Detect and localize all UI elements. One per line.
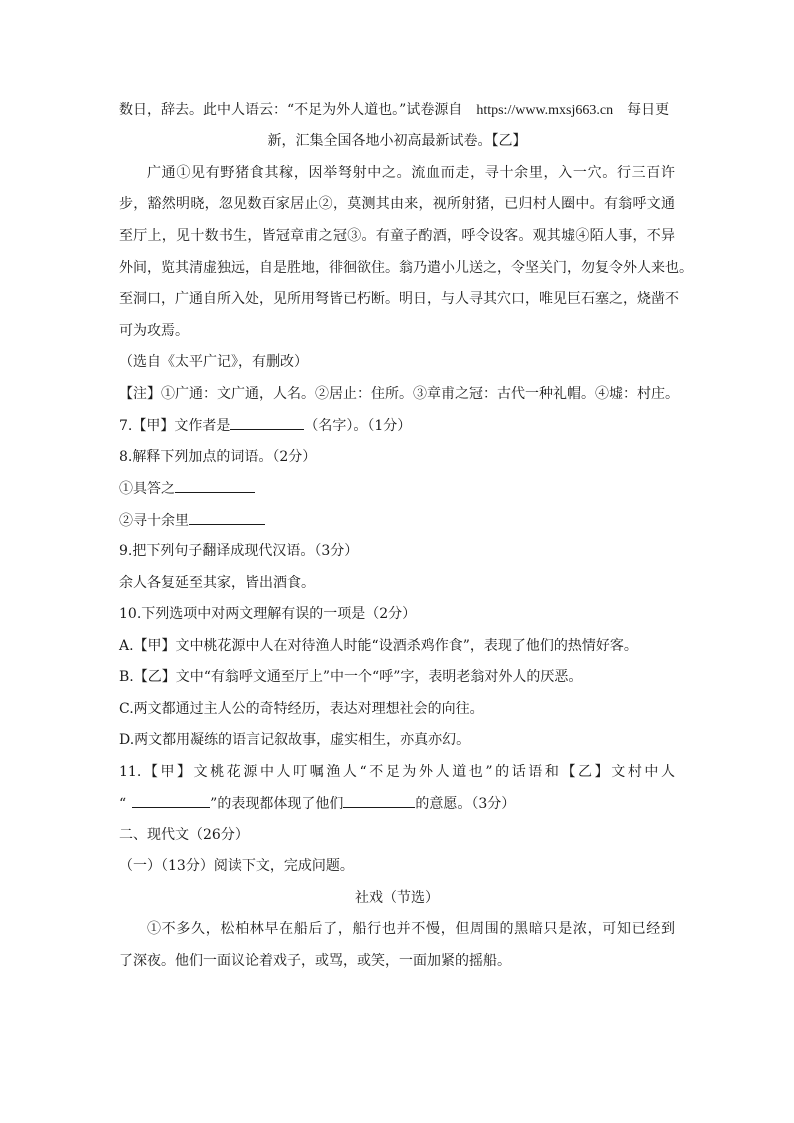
passage-para-1-line-1: ①不多久，松柏林早在船后了，船行也并不慢，但周围的黑暗只是浓，可知已经到: [147, 921, 675, 937]
answer-blank-11-1[interactable]: [132, 793, 210, 808]
question-10-option-a: A.【甲】文中桃花源中人在对待渔人时能“设酒杀鸡作食”，表现了他们的热情好客。: [119, 638, 638, 654]
question-8-item-1: [119, 478, 255, 499]
question-7: [119, 415, 411, 436]
question-10-option-c: C.两文都通过主人公的奇特经历，表达对理想社会的向往。: [119, 701, 484, 717]
part-heading: （一）（13分）阅读下文，完成问题。: [119, 858, 354, 874]
annotation-note: 【注】①广通：文广通，人名。②居止：住所。③章甫之冠：古代一种礼帽。④墟：村庄。: [119, 386, 679, 402]
passage-yi-line-3: 至厅上，见十数书生，皆冠章甫之冠③。有童子酌酒，呼令设客。观其墟④陌人事，不异: [119, 228, 675, 244]
passage-yi-line-1: 广通①见有野猪食其稼，因举弩射中之。流血而走，寻十余里，入一穴。行三百许: [147, 165, 675, 181]
question-11-score: 的意愿。（3分）: [415, 796, 516, 812]
question-8-item-1-text: ①具答之: [119, 481, 175, 497]
header-line-1: [119, 100, 675, 121]
question-9: 9.把下列句子翻译成现代汉语。（3分）: [119, 543, 359, 559]
question-10-option-b: B.【乙】文中“有翁呼文通至厅上”中一个“呼”字，表明老翁对外人的厌恶。: [119, 669, 583, 685]
answer-blank-11-2[interactable]: [343, 793, 415, 808]
passage-yi-line-4: 外间，览其清虚独远，自是胜地，徘徊欲住。翁乃遣小儿送之，令坚关门，勿复令外人来也。: [119, 260, 693, 276]
passage-para-1-line-2: 了深夜。他们一面议论着戏子，或骂，或笑，一面加紧的摇船。: [119, 953, 511, 969]
question-8: 8.解释下列加点的词语。（2分）: [119, 449, 317, 465]
question-11-text: ”的表现都体现了他们: [210, 796, 344, 812]
header-line-2: 新，汇集全国各地小初高最新试卷。【乙】: [267, 133, 527, 149]
passage-yi-line-6: 可为攻焉。: [119, 323, 189, 339]
answer-blank-7[interactable]: [230, 415, 304, 430]
header-text-a: 数日，辞去。此中人语云：“不足为外人道也。”试卷源自: [119, 102, 463, 118]
section-heading: 二、现代文（26分）: [119, 827, 249, 843]
passage-yi-line-2: 步，豁然明晓，忽见数百家居止②，莫测其由来，视所射猪，已归村人圈中。有翁呼文通: [119, 196, 675, 212]
question-7-score: （名字）。（1分）: [304, 418, 412, 434]
question-9-sentence: 余人各复延至其家，皆出酒食。: [119, 575, 315, 591]
question-11-open-quote: “: [119, 796, 127, 812]
question-7-text: 7.【甲】文作者是: [119, 418, 231, 434]
question-8-item-2: [119, 510, 265, 531]
answer-blank-8-2[interactable]: [189, 510, 265, 525]
passage-yi-line-5: 至洞口，广通自所入处，见所用弩皆已朽断。明日，与人寻其穴口，唯见巨石塞之，烧凿不: [119, 291, 679, 307]
passage-source: （选自《太平广记》，有删改）: [119, 354, 308, 370]
header-text-b: 每日更: [627, 102, 670, 118]
source-url-link[interactable]: https://www.mxsj663.cn: [476, 103, 614, 118]
question-10: 10.下列选项中对两文理解有误的一项是（2分）: [119, 606, 417, 622]
question-8-item-2-text: ②寻十余里: [119, 513, 189, 529]
question-11-line-1: 11.【甲】文桃花源中人叮嘱渔人“不足为外人道也”的话语和【乙】文村中人: [119, 764, 675, 780]
answer-blank-8-1[interactable]: [175, 478, 255, 493]
question-10-option-d: D.两文都用凝练的语言记叙故事，虚实相生，亦真亦幻。: [119, 732, 471, 748]
question-11-line-2: [119, 793, 515, 814]
passage-title: 社戏（节选）: [355, 890, 439, 906]
